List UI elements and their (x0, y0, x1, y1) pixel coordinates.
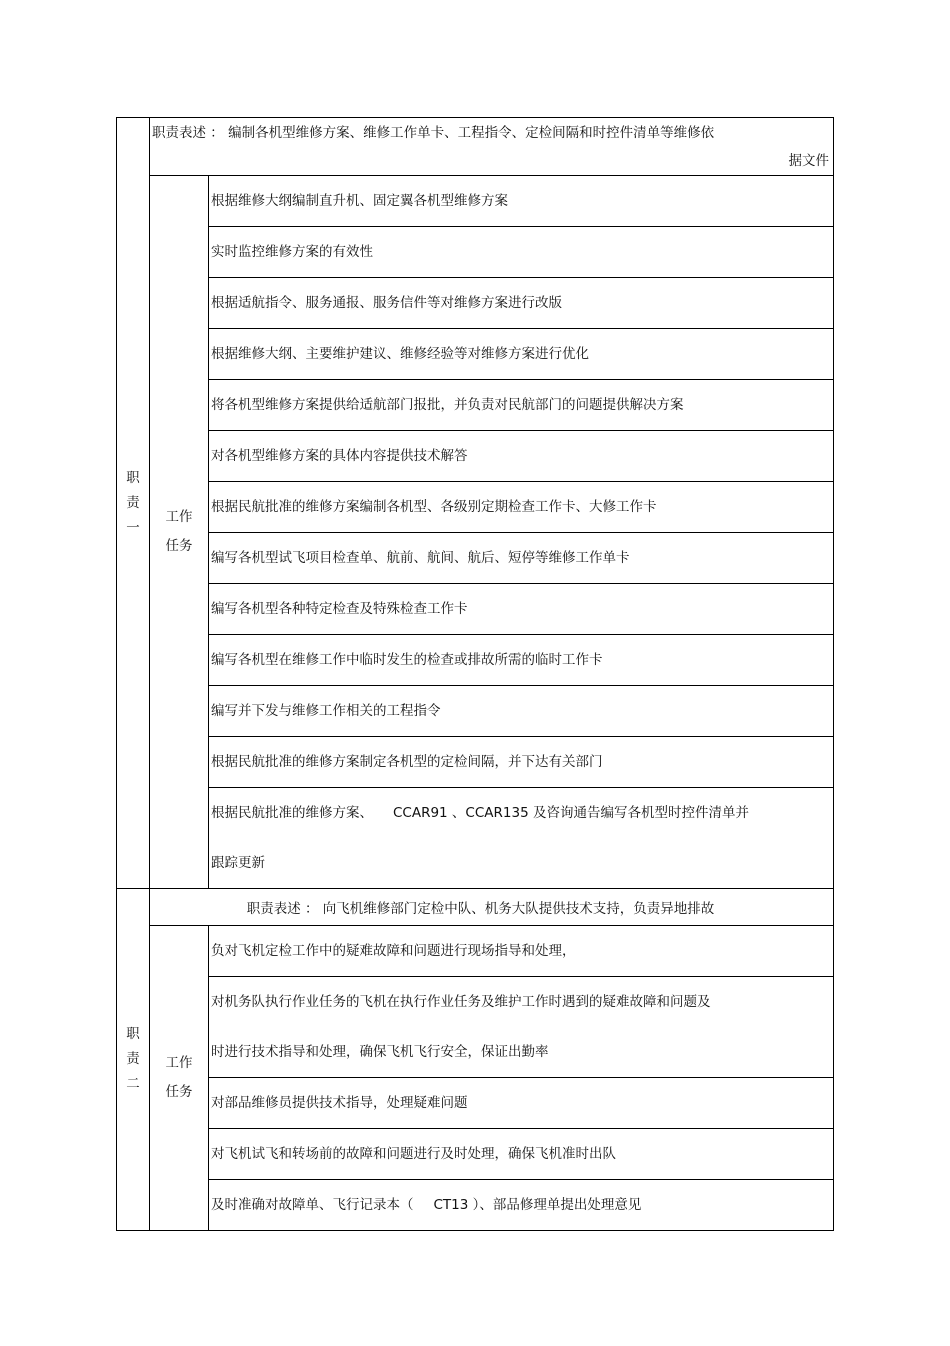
duty-table (116, 117, 834, 1231)
duty2-category: 工作 任务 (150, 926, 209, 1231)
task-cell: 编写各机型各种特定检查及特殊检查工作卡 (209, 584, 834, 635)
task-cell: 对机务队执行作业任务的飞机在执行作业任务及维护工作时遇到的疑难故障和问题及 时进行技术指导和处理，确保飞机飞行安全，保证出勤率 (209, 977, 834, 1078)
table-row (117, 635, 834, 686)
table-row (117, 686, 834, 737)
table-row (117, 737, 834, 788)
duty2-desc-row (117, 889, 834, 926)
task-cell: 对飞机试飞和转场前的故障和问题进行及时处理，确保飞机准时出队 (209, 1129, 834, 1180)
task-cell: 实时监控维修方案的有效性 (209, 227, 834, 278)
table-row (117, 1129, 834, 1180)
table-row (117, 533, 834, 584)
task-cell: 及时准确对故障单、飞行记录本（ CT13 ）、部品修理单提出处理意见 (209, 1180, 834, 1231)
table-row (117, 176, 834, 227)
duty1-category: 工作 任务 (150, 176, 209, 889)
table-row (117, 431, 834, 482)
table-row (117, 584, 834, 635)
task-cell: 编写各机型在维修工作中临时发生的检查或排故所需的临时工作卡 (209, 635, 834, 686)
table-row (117, 329, 834, 380)
table-row (117, 227, 834, 278)
task-cell: 对部品维修员提供技术指导，处理疑难问题 (209, 1078, 834, 1129)
duty2-description: 职责表述 ： 向飞机维修部门定检中队、机务大队提供技术支持，负责异地排故 (150, 889, 834, 926)
duty-table-sheet (116, 117, 833, 1231)
task-cell: 根据维修大纲、主要维护建议、维修经验等对维修方案进行优化 (209, 329, 834, 380)
duty1-label: 职 责 一 (117, 118, 150, 889)
table-row (117, 482, 834, 533)
task-cell: 将各机型维修方案提供给适航部门报批，并负责对民航部门的问题提供解决方案 (209, 380, 834, 431)
task-cell: 根据维修大纲编制直升机、固定翼各机型维修方案 (209, 176, 834, 227)
task-cell: 根据民航批准的维修方案编制各机型、各级别定期检查工作卡、大修工作卡 (209, 482, 834, 533)
table-row (117, 380, 834, 431)
task-cell: 根据民航批准的维修方案制定各机型的定检间隔，并下达有关部门 (209, 737, 834, 788)
table-row (117, 1078, 834, 1129)
table-row (117, 926, 834, 977)
table-row (117, 788, 834, 889)
task-cell: 根据民航批准的维修方案、 CCAR91 、CCAR135 及咨询通告编写各机型时控件清单并 跟踪更新 (209, 788, 834, 889)
table-row (117, 278, 834, 329)
task-cell: 对各机型维修方案的具体内容提供技术解答 (209, 431, 834, 482)
duty1-description: 职责表述 ： 编制各机型维修方案、维修工作单卡、工程指令、定检间隔和时控件清单等维修依 据文件 (150, 118, 834, 176)
task-cell: 编写各机型试飞项目检查单、航前、航间、航后、短停等维修工作单卡 (209, 533, 834, 584)
duty2-label: 职 责 二 (117, 889, 150, 1231)
table-row (117, 1180, 834, 1231)
table-row (117, 977, 834, 1078)
duty1-desc-row (117, 118, 834, 176)
task-cell: 根据适航指令、服务通报、服务信件等对维修方案进行改版 (209, 278, 834, 329)
task-cell: 编写并下发与维修工作相关的工程指令 (209, 686, 834, 737)
task-cell: 负对飞机定检工作中的疑难故障和问题进行现场指导和处理， (209, 926, 834, 977)
